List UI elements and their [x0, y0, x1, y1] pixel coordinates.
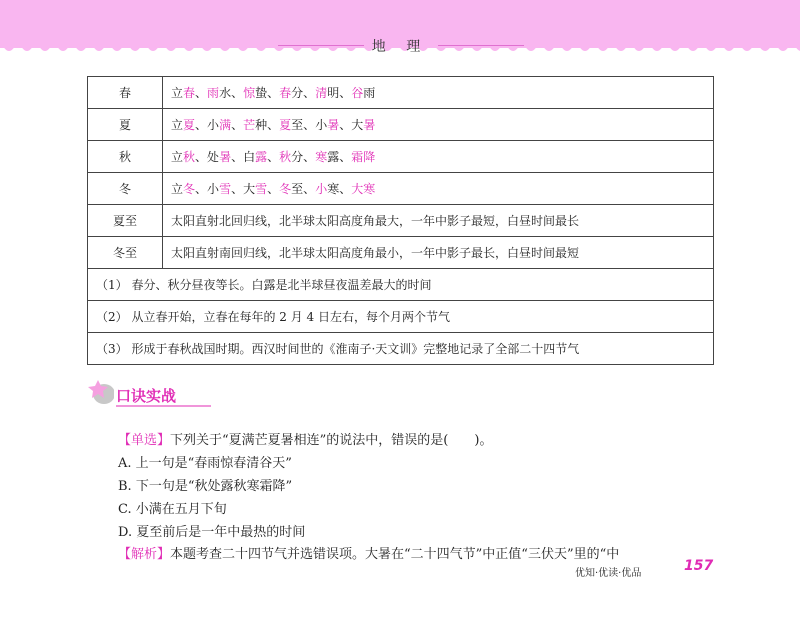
- note-text: （2） 从立春开始，立春在每年的 2 月 4 日左右，每个月两个节气: [88, 301, 714, 333]
- term: [207, 150, 231, 164]
- term-part: 露: [327, 150, 340, 164]
- season-terms: 立夏、小满、芒种、夏至、小暑、大暑: [163, 109, 714, 141]
- term-keyword: 露: [255, 150, 268, 164]
- analysis-text: 本题考查二十四节气并选错误项。大暑在“二十四气节”中正值“三伏天”里的“中: [170, 547, 620, 562]
- option-c: C. 小满在五月下旬: [118, 502, 227, 517]
- solstice-desc: 太阳直射北回归线，北半球太阳高度角最大，一年中影子最短，白昼时间最长: [163, 205, 714, 237]
- section-heading: [86, 376, 226, 410]
- term-part: 至: [291, 118, 304, 132]
- note-row: [88, 333, 714, 365]
- term-keyword: 芒: [243, 118, 256, 132]
- term-keyword: 冬: [183, 182, 196, 196]
- question-stem: [118, 429, 492, 448]
- term: [351, 182, 375, 196]
- term: [243, 182, 267, 196]
- term-keyword: 大寒: [351, 182, 376, 196]
- term-part: 至: [291, 182, 304, 196]
- term-keyword: 雨: [207, 86, 220, 100]
- analysis-tag: 【解析】: [118, 547, 171, 562]
- term-keyword: 秋: [279, 150, 292, 164]
- term: [243, 86, 267, 100]
- term-keyword: 清: [315, 86, 328, 100]
- note-row: [88, 269, 714, 301]
- term-part: 大: [243, 182, 256, 196]
- term-keyword: 冬: [279, 182, 292, 196]
- term-keyword: 夏: [279, 118, 292, 132]
- term-keyword: 暑: [363, 118, 376, 132]
- season-row: [88, 141, 714, 173]
- term: [315, 182, 339, 196]
- term-part: 分: [291, 150, 304, 164]
- term-part: 种: [255, 118, 268, 132]
- term-keyword: 暑: [219, 150, 232, 164]
- season-label: 春: [88, 77, 163, 109]
- term: [207, 118, 231, 132]
- solstice-row: [88, 205, 714, 237]
- term-keyword: 雪: [255, 182, 268, 196]
- term-part: 小: [207, 118, 220, 132]
- season-label: 冬: [88, 173, 163, 205]
- term-part: 处: [207, 150, 220, 164]
- solar-terms-table: [87, 76, 714, 365]
- season-row: [88, 173, 714, 205]
- option-b: B. 下一句是“秋处露秋寒霜降”: [118, 479, 293, 494]
- footer-brand: 优知·优读·优品: [575, 568, 642, 579]
- term-part: 白: [243, 150, 256, 164]
- note-text: （3） 形成于春秋战国时期。西汉时间世的《淮南子·天文训》完整地记录了全部二十四节气: [88, 333, 714, 365]
- term-part: 水: [219, 86, 232, 100]
- term-keyword: 秋: [183, 150, 196, 164]
- term: [243, 118, 267, 132]
- term-keyword: 小: [315, 182, 328, 196]
- term-keyword: 春: [183, 86, 196, 100]
- term: [279, 118, 303, 132]
- term: [279, 150, 303, 164]
- term-part: 小: [315, 118, 328, 132]
- solstice-row: [88, 237, 714, 269]
- season-terms: 立冬、小雪、大雪、冬至、小寒、大寒: [163, 173, 714, 205]
- term: [351, 86, 375, 100]
- term-part: 小: [207, 182, 220, 196]
- question-stem-text: 下列关于“夏满芒夏暑相连”的说法中，错误的是( )。: [170, 433, 493, 448]
- term: [243, 150, 267, 164]
- term-keyword: 暑: [327, 118, 340, 132]
- term-keyword: 寒: [315, 150, 328, 164]
- term-part: 雨: [363, 86, 376, 100]
- season-row: [88, 77, 714, 109]
- term-keyword: 雪: [219, 182, 232, 196]
- season-terms: 立春、雨水、惊蛰、春分、清明、谷雨: [163, 77, 714, 109]
- term-part: 明: [327, 86, 340, 100]
- term: [279, 86, 303, 100]
- term: [279, 182, 303, 196]
- term-keyword: 惊: [243, 86, 256, 100]
- note-row: [88, 301, 714, 333]
- season-label: 秋: [88, 141, 163, 173]
- term-part: 蛰: [255, 86, 268, 100]
- term-part: 立: [171, 182, 184, 196]
- term: [171, 86, 195, 100]
- term-part: 分: [291, 86, 304, 100]
- solstice-desc: 太阳直射南回归线，北半球太阳高度角最小，一年中影子最长，白昼时间最短: [163, 237, 714, 269]
- note-text: （1） 春分、秋分昼夜等长。白露是北半球昼夜温差最大的时间: [88, 269, 714, 301]
- subject-title: 地 理: [371, 39, 429, 55]
- term-part: 立: [171, 118, 184, 132]
- term-keyword: 满: [219, 118, 232, 132]
- solstice-label: 夏至: [88, 205, 163, 237]
- term-part: 立: [171, 150, 184, 164]
- section-heading-text: 口诀实战: [116, 387, 177, 405]
- term: [315, 118, 339, 132]
- term: [351, 118, 375, 132]
- season-terms: 立秋、处暑、白露、秋分、寒露、霜降: [163, 141, 714, 173]
- term: [171, 118, 195, 132]
- term-part: 寒: [327, 182, 340, 196]
- term-keyword: 霜降: [351, 150, 376, 164]
- term: [207, 182, 231, 196]
- term-keyword: 春: [279, 86, 292, 100]
- term-keyword: 谷: [351, 86, 364, 100]
- solstice-label: 冬至: [88, 237, 163, 269]
- page-number: 157: [684, 558, 714, 574]
- option-a: A. 上一句是“春雨惊春清谷天”: [118, 456, 292, 471]
- term-part: 立: [171, 86, 184, 100]
- option-d: D. 夏至前后是一年中最热的时间: [118, 525, 306, 540]
- term: [351, 150, 375, 164]
- analysis-line: [118, 543, 718, 562]
- term: [315, 150, 339, 164]
- question-tag: 【单选】: [118, 433, 171, 448]
- term-keyword: 夏: [183, 118, 196, 132]
- season-row: [88, 109, 714, 141]
- term: [171, 182, 195, 196]
- season-label: 夏: [88, 109, 163, 141]
- term-part: 大: [351, 118, 364, 132]
- term: [315, 86, 339, 100]
- term: [207, 86, 231, 100]
- term: [171, 150, 195, 164]
